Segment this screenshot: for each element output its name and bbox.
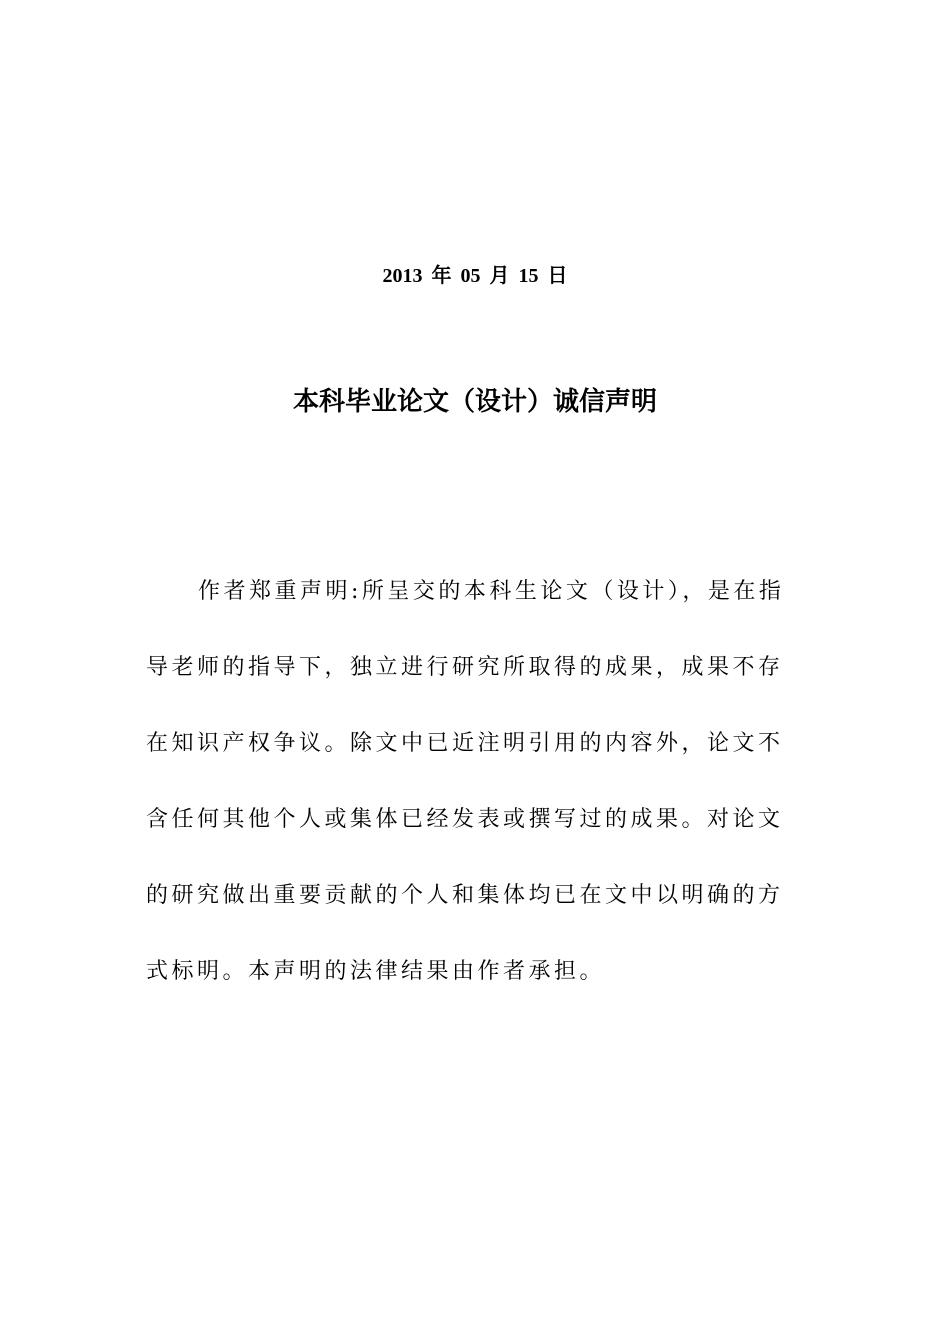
body-line: 导老师的指导下，独立进行研究所取得的成果，成果不存 [146,655,784,680]
document-date: 2013 年 05 月 15 日 [382,265,568,287]
body-line: 含任何其他个人或集体已经发表或撰写过的成果。对论文 [146,807,784,832]
body-line: 式标明。本声明的法律结果由作者承担。 [146,959,606,984]
body-line: 的研究做出重要贡献的个人和集体均已在文中以明确的方 [146,883,784,908]
body-line: 作者郑重声明:所呈交的本科生论文（设计），是在指 [198,579,785,604]
declaration-body [146,570,806,1026]
body-line: 在知识产权争议。除文中已近注明引用的内容外，论文不 [146,731,784,756]
page-title: 本科毕业论文（设计）诚信声明 [292,387,657,417]
